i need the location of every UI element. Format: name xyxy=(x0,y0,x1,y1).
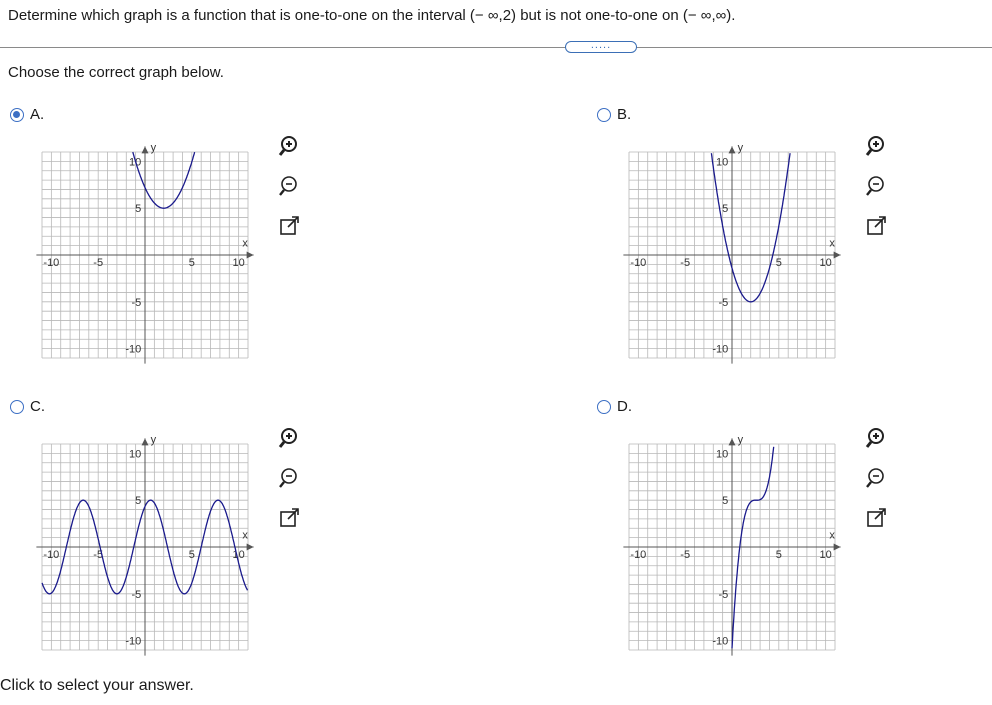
y-tick-label: -5 xyxy=(131,588,142,601)
y-tick-label: -10 xyxy=(712,343,729,356)
option-c[interactable] xyxy=(10,398,45,415)
x-tick-label: -5 xyxy=(680,257,691,270)
x-tick-label: -10 xyxy=(43,549,60,562)
x-tick-label: -5 xyxy=(93,257,104,270)
prompt-text: Choose the correct graph below. xyxy=(8,64,224,81)
y-tick-label: 10 xyxy=(716,448,729,461)
x-tick-label: -10 xyxy=(43,257,60,270)
x-axis-label: x xyxy=(242,529,248,542)
y-tick-label: 5 xyxy=(135,203,142,216)
popout-icon[interactable] xyxy=(864,505,890,531)
x-axis-label: x xyxy=(829,237,835,250)
option-b[interactable] xyxy=(597,106,631,123)
x-tick-label: 10 xyxy=(232,257,245,270)
zoom-out-icon[interactable] xyxy=(277,173,303,199)
x-tick-label: 5 xyxy=(775,549,782,562)
y-tick-label: -10 xyxy=(125,635,142,648)
x-tick-label: 5 xyxy=(775,257,782,270)
y-axis-label: y xyxy=(737,434,744,447)
x-axis-label: x xyxy=(242,237,248,250)
divider xyxy=(0,47,992,48)
x-axis-arrow xyxy=(247,252,254,259)
zoom-in-icon[interactable] xyxy=(277,133,303,159)
y-axis-label: y xyxy=(737,142,744,155)
graph-svg xyxy=(30,424,270,664)
y-tick-label: -5 xyxy=(718,296,729,309)
graph-b[interactable] xyxy=(617,132,857,377)
zoom-in-icon[interactable] xyxy=(864,133,890,159)
option-c-label: C. xyxy=(30,398,45,415)
zoom-in-icon[interactable] xyxy=(864,425,890,451)
x-tick-label: 10 xyxy=(232,549,245,562)
x-axis-label: x xyxy=(829,529,835,542)
option-d[interactable] xyxy=(597,398,632,415)
x-tick-label: -10 xyxy=(630,549,647,562)
function-curve xyxy=(732,447,774,649)
y-axis-arrow xyxy=(142,146,149,153)
zoom-out-icon[interactable] xyxy=(864,173,890,199)
popout-icon[interactable] xyxy=(277,505,303,531)
graph-svg xyxy=(617,424,857,664)
footer-instruction: Click to select your answer. xyxy=(0,677,194,694)
y-tick-label: -5 xyxy=(131,296,142,309)
more-button[interactable]: ..... xyxy=(565,41,637,53)
y-tick-label: -5 xyxy=(718,588,729,601)
radio-b[interactable] xyxy=(597,108,611,122)
x-axis-arrow xyxy=(247,544,254,551)
option-a[interactable] xyxy=(10,106,44,123)
zoom-out-icon[interactable] xyxy=(277,465,303,491)
option-a-label: A. xyxy=(30,106,45,123)
y-tick-label: 10 xyxy=(129,448,142,461)
option-d-label: D. xyxy=(617,398,632,415)
x-axis-arrow xyxy=(834,544,841,551)
y-tick-label: 5 xyxy=(722,495,729,508)
y-axis-arrow xyxy=(729,146,736,153)
popout-icon[interactable] xyxy=(864,213,890,239)
y-axis-arrow xyxy=(729,438,736,445)
y-tick-label: 5 xyxy=(722,203,729,216)
graph-c[interactable] xyxy=(30,424,270,669)
option-b-label: B. xyxy=(617,106,632,123)
x-tick-label: 5 xyxy=(188,549,195,562)
y-tick-label: -10 xyxy=(712,635,729,648)
radio-c[interactable] xyxy=(10,400,24,414)
x-tick-label: 5 xyxy=(188,257,195,270)
zoom-out-icon[interactable] xyxy=(864,465,890,491)
graph-d[interactable] xyxy=(617,424,857,669)
y-axis-label: y xyxy=(150,142,157,155)
graph-svg xyxy=(30,132,270,372)
zoom-in-icon[interactable] xyxy=(277,425,303,451)
question-text: Determine which graph is a function that is one-to-one on the interval (− ∞,2) but is not one-to-one on (− ∞,∞). xyxy=(8,7,736,24)
radio-d[interactable] xyxy=(597,400,611,414)
x-tick-label: -10 xyxy=(630,257,647,270)
y-axis-arrow xyxy=(142,438,149,445)
y-axis-label: y xyxy=(150,434,157,447)
x-axis-arrow xyxy=(834,252,841,259)
y-tick-label: 10 xyxy=(716,156,729,169)
y-tick-label: -10 xyxy=(125,343,142,356)
popout-icon[interactable] xyxy=(277,213,303,239)
x-tick-label: -5 xyxy=(680,549,691,562)
graph-svg xyxy=(617,132,857,372)
radio-a[interactable] xyxy=(10,108,24,122)
x-tick-label: 10 xyxy=(819,549,832,562)
y-tick-label: 10 xyxy=(129,156,142,169)
x-tick-label: 10 xyxy=(819,257,832,270)
x-tick-label: -5 xyxy=(93,549,104,562)
graph-a[interactable] xyxy=(30,132,270,377)
y-tick-label: 5 xyxy=(135,495,142,508)
